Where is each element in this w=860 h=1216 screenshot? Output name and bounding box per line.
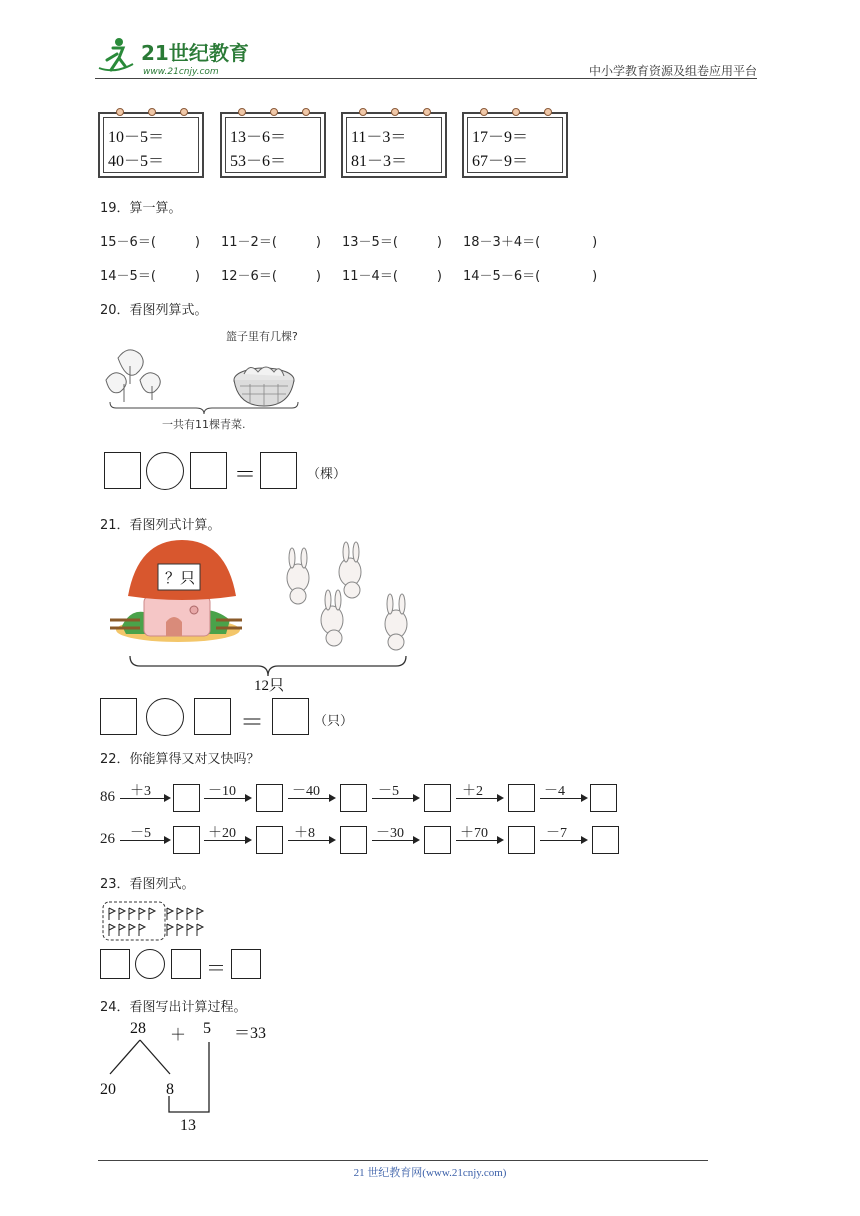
calc-item: 15－6＝( ) (100, 235, 200, 250)
operation-label: －30 (376, 826, 404, 841)
answer-box[interactable] (590, 784, 617, 812)
calc-item: 14－5＝( ) (100, 269, 200, 284)
equation: 11－3＝ (351, 129, 407, 146)
house-label: ？只 (165, 569, 196, 587)
answer-box[interactable] (173, 784, 200, 812)
operator-circle[interactable] (146, 452, 184, 490)
equation: 17－9＝ (472, 129, 529, 146)
calc-item: 18－3＋4＝( ) (463, 235, 598, 250)
operation-label: ＋3 (130, 784, 151, 799)
operation-label: －40 (292, 784, 320, 799)
note-card (462, 112, 568, 178)
question-24-title: 24．看图写出计算过程。 (100, 1000, 247, 1015)
calc-item: 11－4＝( ) (342, 269, 442, 284)
unit-label: （只） (314, 714, 354, 729)
svg-text:www.21cnjy.com: www.21cnjy.com (143, 67, 219, 77)
equals-sign: ＝ (240, 710, 264, 736)
operation-label: ＋8 (294, 826, 315, 841)
basket-icon (234, 367, 294, 406)
note-card (341, 112, 447, 178)
answer-box[interactable] (272, 698, 309, 735)
answer-box[interactable] (256, 784, 283, 812)
arrow-head-icon (497, 836, 504, 844)
arrow (204, 798, 246, 799)
arrow-head-icon (245, 794, 252, 802)
question-22-title: 22．你能算得又对又快吗？ (100, 752, 260, 767)
answer-box[interactable] (104, 452, 141, 489)
footer-divider (98, 1160, 708, 1161)
question-19-title: 19．算一算。 (100, 201, 182, 216)
arrow (372, 798, 414, 799)
arrow (288, 840, 330, 841)
basket-caption: 篮子里有几棵? (226, 330, 298, 343)
arrow (120, 798, 165, 799)
answer-box[interactable] (424, 826, 451, 854)
arrow-head-icon (413, 836, 420, 844)
answer-box[interactable] (100, 698, 137, 735)
cabbage-illustration (100, 328, 320, 436)
arrow (288, 798, 330, 799)
arrow-head-icon (581, 836, 588, 844)
start-number: 86 (100, 789, 115, 805)
flag-icon-group (109, 908, 203, 936)
equation: 81－3＝ (351, 153, 408, 170)
runner-icon (99, 38, 133, 70)
answer-box[interactable] (340, 826, 367, 854)
arrow-head-icon (581, 794, 588, 802)
header-divider (95, 78, 757, 79)
calc-item: 11－2＝( ) (221, 235, 321, 250)
answer-box[interactable] (256, 826, 283, 854)
equation: 13－6＝ (230, 129, 287, 146)
mushroom-house-icon (110, 540, 242, 642)
answer-box[interactable] (424, 784, 451, 812)
equation: 67－9＝ (472, 153, 529, 170)
operation-label: －10 (208, 784, 236, 799)
answer-box[interactable] (592, 826, 619, 854)
answer-box[interactable] (173, 826, 200, 854)
note-card (220, 112, 326, 178)
equals-sign: ＝ (206, 958, 226, 980)
partial-sum: 13 (180, 1117, 196, 1134)
answer-box[interactable] (508, 784, 535, 812)
operation-label: －7 (546, 826, 567, 841)
question-21-title: 21．看图列式计算。 (100, 518, 221, 533)
operation-label: ＋2 (462, 784, 483, 799)
equation: 10－5＝ (108, 129, 165, 146)
question-23-title: 23．看图列式。 (100, 877, 195, 892)
operator-circle[interactable] (135, 949, 165, 979)
arrow (540, 840, 582, 841)
addend-a: 28 (130, 1020, 146, 1037)
calc-item: 13－5＝( ) (342, 235, 442, 250)
arrow-head-icon (329, 836, 336, 844)
footer-link[interactable]: 21 世纪教育网(www.21cnjy.com) (353, 1167, 507, 1179)
operation-label: －5 (378, 784, 399, 799)
answer-box[interactable] (194, 698, 231, 735)
operator-circle[interactable] (146, 698, 184, 736)
total-caption: 一共有11棵青菜. (162, 418, 246, 431)
svg-text:21世纪教育: 21世纪教育 (141, 41, 249, 65)
equals-sign: ＝ (234, 462, 257, 487)
arrow-head-icon (245, 836, 252, 844)
equation: 53－6＝ (230, 153, 287, 170)
arrow (540, 798, 582, 799)
total-count-label: 12只 (254, 678, 285, 694)
split-diagram (100, 1036, 220, 1116)
start-number: 26 (100, 831, 115, 847)
operation-label: －5 (130, 826, 151, 841)
result: ＝33 (234, 1025, 267, 1042)
answer-box[interactable] (100, 949, 130, 979)
unit-label: （棵） (307, 467, 347, 482)
note-card (98, 112, 204, 178)
arrow (204, 840, 246, 841)
site-name: 中小学教育资源及组卷应用平台 (588, 64, 757, 78)
operation-label: －4 (544, 784, 565, 799)
calc-item: 14－5－6＝( ) (463, 269, 598, 284)
arrow-head-icon (497, 794, 504, 802)
site-logo (95, 34, 265, 80)
addend-b: 5 (203, 1020, 211, 1037)
answer-box[interactable] (508, 826, 535, 854)
question-20-title: 20．看图列算式。 (100, 303, 208, 318)
answer-box[interactable] (340, 784, 367, 812)
arrow (372, 840, 414, 841)
arrow (456, 840, 498, 841)
plus-sign: ＋ (170, 1027, 187, 1044)
rabbit-group (287, 542, 407, 650)
arrow-head-icon (413, 794, 420, 802)
flags-illustration (101, 900, 217, 942)
operation-label: ＋70 (460, 826, 488, 841)
answer-box[interactable] (260, 452, 297, 489)
calc-item: 12－6＝( ) (221, 269, 321, 284)
arrow-head-icon (164, 794, 171, 802)
arrow (456, 798, 498, 799)
operation-label: ＋20 (208, 826, 236, 841)
equation: 40－5＝ (108, 153, 165, 170)
answer-box[interactable] (171, 949, 201, 979)
split-part-2: 8 (166, 1081, 174, 1098)
answer-box[interactable] (231, 949, 261, 979)
answer-box[interactable] (190, 452, 227, 489)
mushroom-rabbits-illustration (108, 538, 418, 694)
arrow-head-icon (164, 836, 171, 844)
arrow (120, 840, 165, 841)
split-part-1: 20 (100, 1081, 116, 1098)
arrow-head-icon (329, 794, 336, 802)
